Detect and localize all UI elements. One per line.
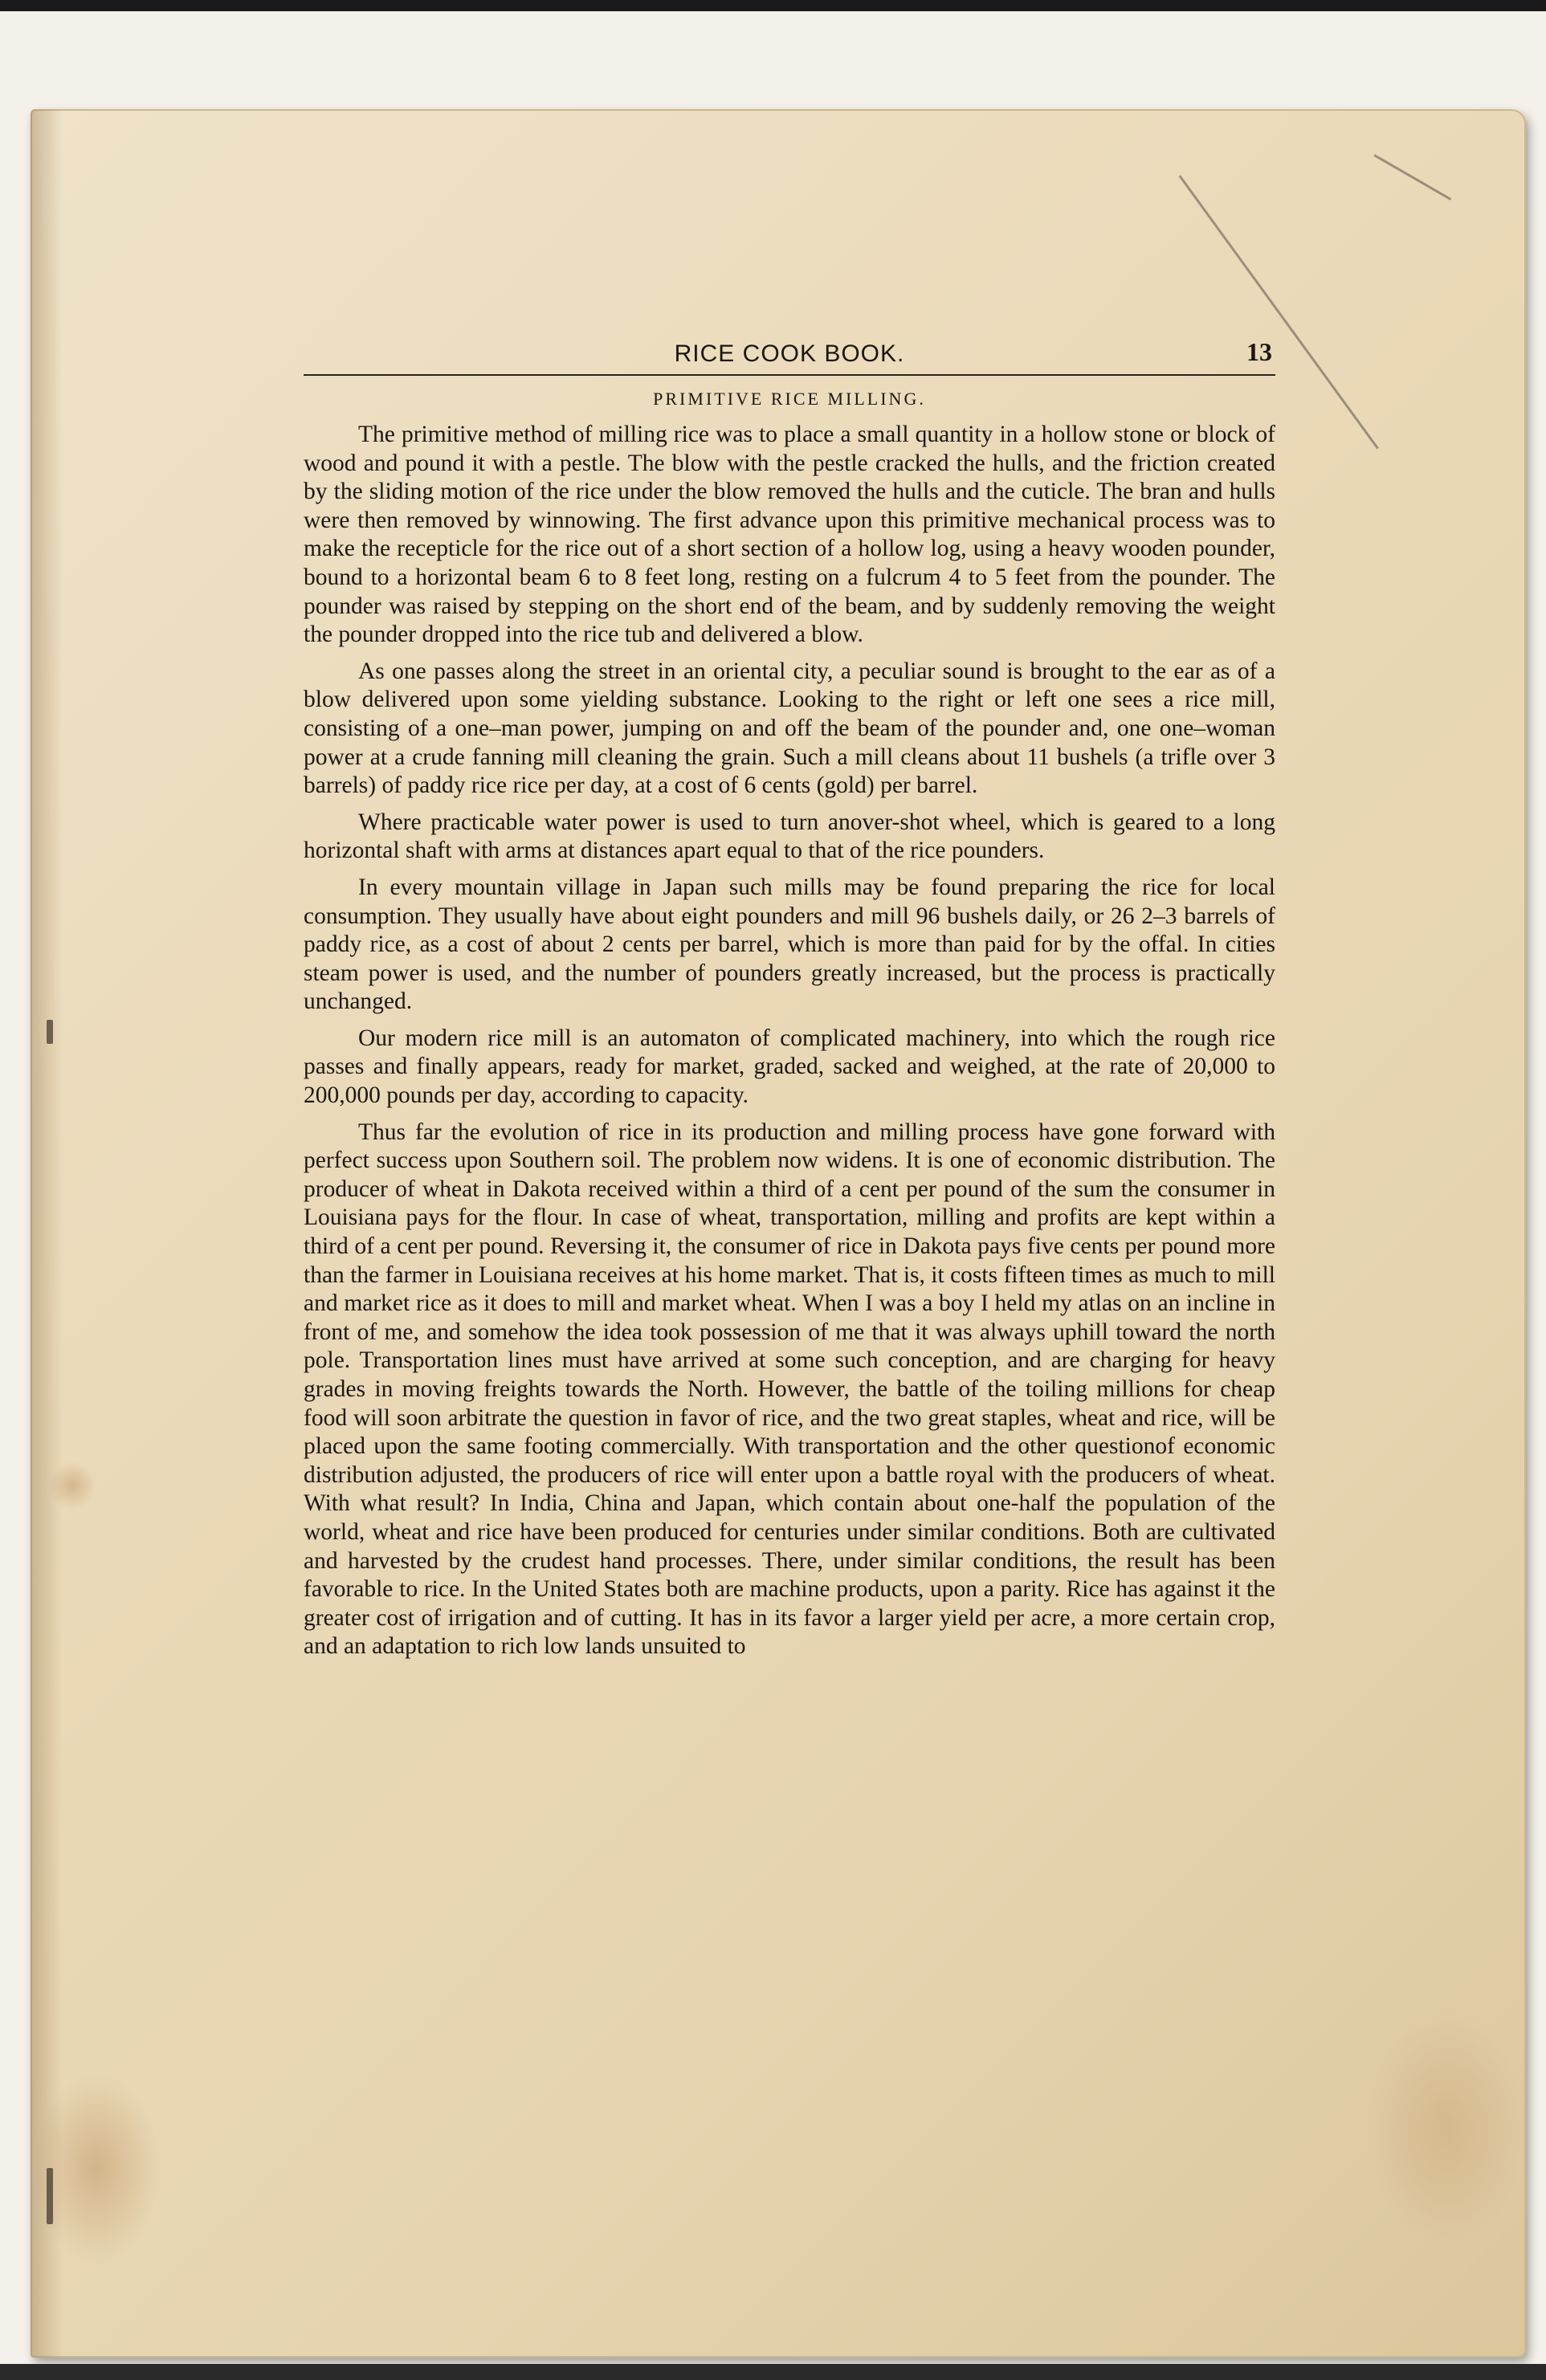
running-title: RICE COOK BOOK. bbox=[674, 340, 905, 367]
paragraph: Our modern rice mill is an automaton of complicated machinery, into which the rough rice passes and finally appears, ready for market, graded, sacked and weighed, at the rate of 20,000 to 200,000 pounds per day, according to capacity. bbox=[304, 1025, 1275, 1109]
scan-top-edge bbox=[0, 0, 1546, 11]
running-head bbox=[304, 337, 1275, 376]
paragraph: Thus far the evolution of rice in its production and milling process have gone forward with perfect success upon Southern soil. The problem now widens. It is one of economic distribution. The producer of wheat in Dakota received within a third of a cent per pound of the sum the consumer in Louisiana pays for the flour. In case of wheat, transportation, milling and profits are kept within a third of a cent per pound. Reversing it, the consumer of rice in Dakota pays five cents per pound more than the farmer in Louisiana receives at his home market. That is, it costs fifteen times as much to mill and market rice as it does to mill and market wheat. When I was a boy I held my atlas on an incline in front of me, and somehow the idea took possession of me that it was always uphill toward the north pole. Transportation lines must have arrived at some such conception, and are charging for heavy grades in moving freights towards the North. However, the battle of the toiling millions for cheap food will soon arbitrate the question in favor of rice, and the two great staples, wheat and rice, will be placed upon the same footing commercially. With transportation and the other questionof economic distribution adjusted, the producers of rice will enter upon a battle royal with the producers of wheat. With what result? In India, China and Japan, which contain about one-half the population of the world, wheat and rice have been produced for centuries under similar conditions. Both are cultivated and harvested by the crudest hand processes. There, under similar conditions, the result has been favorable to rice. In the United States both are machine products, upon a parity. Rice has against it the greater cost of irrigation and of cutting. It has in its favor a larger yield per acre, a more certain crop, and an adaptation to rich low lands unsuited to bbox=[304, 1119, 1275, 1660]
paragraph: In every mountain village in Japan such mills may be found preparing the rice for local consumption. They usually have about eight pounders and mill 96 bushels daily, or 26 2–3 barrels of paddy rice, as a cost of about 2 cents per barrel, which is more than paid for by the offal. In cities steam power is used, and the number of pounders greatly increased, but the process is practically unchanged. bbox=[304, 874, 1275, 1015]
paragraph: As one passes along the street in an oriental city, a peculiar sound is brought to the ear as of a blow delivered upon some yielding substance. Looking to the right or left one sees a rice mill, consisting of a one–man power, jumping on and off the beam of the pounder and, one one–woman power at a crude fanning mill cleaning the grain. Such a mill cleans about 11 bushels (a trifle over 3 barrels) of paddy rice rice per day, at a cost of 6 cents (gold) per barrel. bbox=[304, 658, 1275, 799]
page-content bbox=[304, 337, 1275, 1669]
section-title: PRIMITIVE RICE MILLING. bbox=[653, 389, 926, 409]
binding-staple-mark bbox=[47, 2168, 53, 2224]
binding-staple-mark bbox=[47, 1020, 53, 1044]
scan-bottom-edge bbox=[0, 2364, 1546, 2380]
stain-mark bbox=[48, 1461, 96, 1510]
page-binding-shadow bbox=[31, 109, 63, 2358]
paragraph: Where practicable water power is used to turn anover-shot wheel, which is geared to a long horizontal shaft with arms at distances apart equal to that of the rice pounders. bbox=[304, 809, 1275, 864]
page-number: 13 bbox=[1246, 337, 1272, 366]
paragraph: The primitive method of milling rice was to place a small quantity in a hollow stone or block of wood and pound it with a pestle. The blow with the pestle cracked the hulls, and the friction created by the sliding motion of the rice under the blow removed the hulls and the cuticle. The bran and hulls were then removed by winnowing. The first advance upon this primitive mechanical process was to make the recepticle for the rice out of a short section of a hollow log, using a heavy wooden pounder, bound to a horizontal beam 6 to 8 feet long, resting on a fulcrum 4 to 5 feet from the pounder. The pounder was raised by stepping on the short end of the beam, and by suddenly removing the weight the pounder dropped into the rice tub and delivered a blow. bbox=[304, 422, 1275, 648]
stain-mark bbox=[1365, 2007, 1526, 2248]
